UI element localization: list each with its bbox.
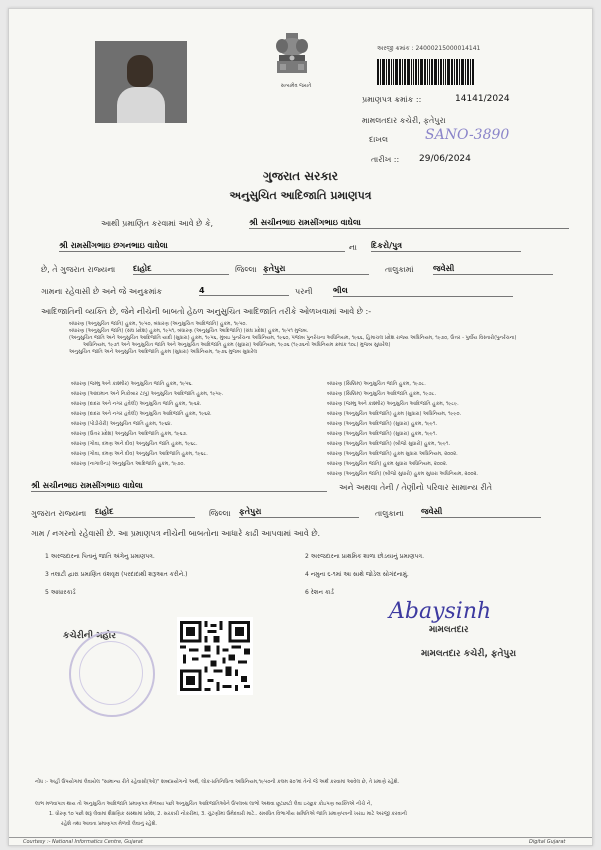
order-line: બંધારણ (અનુસુચિત જાતિ) (બીજો સુધારો) હુકમ સુધારા અધિનિયમ, ૨૦૦૨. (327, 471, 479, 477)
order-line: બંધારણ (સિક્કિમ) અનુસુચિત જાતિ હુકમ, ૧૯૭૮. (327, 381, 426, 387)
application-number: અરજી ક્રમાંક : 24000215000014141 (377, 45, 481, 52)
footer-note-2: લાભ મળવાપાત્ર થાય તો અનુસુચિત આદિજાતિ પ્રમાણપત્ર મેળવ્યા પછી અનુસુચિત આદિજાતિઓને ઉપલબ્ધ લાભો અથવા છૂટછાટો લેવા ઇચ્છુક કોઇપણ વ્યક્તિએ નીચે ને, (35, 801, 373, 807)
certificate-page (8, 8, 593, 846)
certificate-title: અનુસુચિત આદિજાતિ પ્રમાણપત્ર (229, 189, 372, 202)
digital-gujarat: Digital Gujarat (529, 839, 566, 845)
residence-family-text: અને અથવા તેની / તેણીનો પરિવાર સામાન્ય રીતે (339, 483, 493, 492)
order-line: બંધારણ (જમ્મુ અને કાશ્મીર) અનુસુચિત આદિજાતિ હુકમ, ૧૯૮૯. (327, 401, 459, 407)
basis-item: 6 રેશન કાર્ડ (305, 589, 334, 596)
footer-note-1: નોંધ :- અહીં ઉપયોગમાં લેવાયેલ "સામાન્ય રીતે રહેવાસી(ઓ)" શબ્દપ્રયોગનો અર્થ, લોક-પ્રતિનિધિત્વ અધિનિયમ,૧૯૫૦ની કલમ ૨૦'માં તેનો જે અર્થ કરવામાં આવેલ છે, તે પ્રમાણે રહેશે. (35, 779, 400, 785)
orders-right-list (327, 379, 577, 479)
residence-name: શ્રી સચીનભાઇ રામસીંગભાઇ વાઘેલા (31, 481, 327, 492)
residence-subdistrict: ફતેપુરા (239, 507, 359, 518)
tribe-name: ભીલ (333, 286, 513, 297)
order-line: બંધારણ (નાગાલેન્ડ) અનુસુચિત આદિજાતિ હુકમ, ૧૯૭૦. (71, 461, 185, 467)
residence-taluka-label: તાલુકાના (375, 509, 404, 518)
order-line: બંધારણ (પોંડીચેરી) અનુસુચિત જાતિ હુકમ, ૧૯૬૪. (71, 421, 172, 427)
barcode (377, 59, 497, 85)
state-title: ગુજરાત સરકાર (263, 169, 338, 183)
applicant-name: શ્રી સચીનભાઇ રામસીંગભાઇ વાઘેલા (249, 218, 569, 229)
subdistrict-name: ફતેપુરા (263, 264, 369, 275)
serial-label: ગામના રહેવાસી છે અને જે અનુક્રમાંક (41, 287, 163, 296)
district-label: જિલ્લા (235, 265, 257, 274)
residence-taluka: જવેસી (421, 507, 541, 518)
order-line: અધિનિયમ, ૧૯૭૧ અને અનુસુચિત જાતિ અને અનુસુચિત આદિજાતિ હુકમ (સુધારા) અધિનિયમ, ૧૯૭૬ (૧૯૭૬નો અધિનિયમ ક્રમાંક ૧૦૮) મુજબ સુધારેલ) (83, 342, 391, 348)
qr-code (177, 617, 253, 695)
signatory-office: મામલતદાર કચેરી, ફતેપુરા (421, 649, 517, 659)
state-line-label: છે, તે ગુજરાત રાજ્યના (41, 265, 116, 274)
district-name: દાહોદ (133, 264, 229, 275)
applicant-photo (95, 41, 187, 123)
cert-no: 14141/2024 (455, 94, 510, 104)
order-line: બંધારણ (અનુસુચિત આદિજાતિ) (બીજો સુધારો) હુકમ, ૧૯૯૧. (327, 441, 451, 447)
order-line: બંધારણ (અનુસુચિત જાતિ) હુકમ સુધારા અધિનિયમ, ૨૦૦૨. (327, 461, 448, 467)
order-line: બંધારણ (અનુસુચિત આદિજાતિ) (સુધારા) હુકમ, ૧૯૯૧. (327, 421, 438, 427)
orders-left-list (71, 379, 311, 469)
tribe-label: પરની (295, 287, 313, 296)
order-line: બંધારણ (આંદામાન અને નિકોબાર ટાપુ) અનુસુચિત આદિજાતિ હુકમ, ૧૯૫૯. (71, 391, 224, 397)
residence-state-label: ગુજરાત રાજ્યના (31, 509, 87, 518)
order-line: બંધારણ (જમ્મુ અને કાશ્મીર) અનુસુચિત જાતિ હુકમ, ૧૯૫૬. (71, 381, 193, 387)
serial-number: 4 (199, 286, 289, 296)
intro-text: આથી પ્રમાણિત કરવામાં આવે છે કે, (101, 219, 214, 228)
national-emblem-icon (271, 31, 313, 89)
basis-item: 1 અરજદારના પિતાનું જાતિ અંગેનુ પ્રમાણપત્ર. (45, 553, 155, 560)
order-line: બંધારણ (અનુસુચિત આદિજાતિ) હુકમ (સુધારા) અધિનિયમ, ૧૯૯૦. (327, 411, 462, 417)
office-seal-inner (79, 641, 143, 705)
relation: દિકરો/પુત્ર (371, 241, 521, 252)
order-line: (અનુસુચિત જાતિ અને અનુસુચિત આદિજાતિ યાદી (સુધારા) હુકમ, ૧૯૫૬, મુંબઇ પુનર્રચના અધિનિયમ, ૧૯૬૦, પંજાબ પુનર્રચના અધિનિયમ, ૧૯૬૬, હિમાચલ પ્રદેશ રાજ્ય અધિનિયમ, ૧૯૭૦, ઉત્તર - પુર્વીય વિસ્તારો(પુનર્રચના) (69, 335, 517, 341)
basis-item: 2 અરજદારના પ્રાથમિક શાળા છોડયાનું પ્રમાણપત્ર. (305, 553, 424, 560)
courtesy: Courtesy :- National Informatics Centre, Gujarat (23, 839, 143, 845)
signature: Abaysinh (389, 599, 492, 624)
issue-date: 29/06/2024 (419, 154, 471, 164)
residence-district: દાહોદ (95, 507, 195, 518)
signatory-title: મામલતદાર (429, 625, 469, 635)
order-line: બંધારણ (ગોવા, દમણ અને દીવ) અનુસુચિત આદિજાતિ હુકમ, ૧૯૬૮. (71, 451, 208, 457)
order-line: બંધારણ (દાદરા અને નગર હવેલી) અનુસુચિત આદિજાતિ હુકમ, ૧૯૬૨. (71, 411, 212, 417)
order-line: બંધારણ (ગોવા, દમણ અને દીવ) અનુસુચિત જાતિ હુકમ, ૧૯૬૮. (71, 441, 198, 447)
order-line: બંધારણ (અનુસુચિત આદિજાતિ) હુકમ સુધારા અધિનિયમ, ૨૦૦૨. (327, 451, 458, 457)
residence-statement: ગામ / નગરનો રહેવાસી છે. આ પ્રમાણપત્ર નીચેની બાબતોના આધારે કાઢી આપવામાં આવે છે. (31, 529, 321, 538)
office-seal-label: કચેરીની મહોર (63, 631, 116, 641)
orders-top-list (69, 321, 569, 356)
basis-item: 5 આધારકાર્ડ (45, 589, 76, 596)
basis-item: 3 તલાટી દ્વારા પ્રમાણિત વંશવૃક્ષ (પરદાદાથી શરૂઆત કરીને.) (45, 571, 188, 578)
cert-no-label: પ્રમાણપત્ર ક્રમાંક :: (362, 95, 422, 104)
father-name: શ્રી રામસીંગભાઇ છગનભાઇ વાઘેલા (59, 241, 345, 252)
office-name: મામલતદાર કચેરી, ફતેપુરા (362, 116, 446, 125)
order-line: બંધારણ (સિક્કિમ) અનુસુચિત આદિજાતિ હુકમ, ૧૯૭૮. (327, 391, 437, 397)
order-line: બંધારણ (અનુસુચિત જાતિ) હુકમ, ૧૯૫૦, બંધારણ (અનુસુચિત આદિજાતિ) હુકમ, ૧૯૫૦. (69, 321, 248, 327)
footer-note-4: રહેશે તથા આવતા પ્રમાણપત્ર મેળવી લેવાનું રહેશે. (61, 821, 158, 827)
na-label: ના (349, 243, 357, 252)
emblem-caption: સત્યમેવ જયતે (280, 83, 312, 89)
order-line: અનુસુચિત જાતિ અને અનુસુચિત આદિજાતિ હુકમ (સુધારા) અધિનિયમ, ૧૯૭૬ મુજબ સુધારેલ (69, 349, 258, 355)
order-line: બંધારણ (અનુસુચિત જાતિ) (સંઘ પ્રદેશ) હુકમ, ૧૯૫૧, બંધારણ (અનુસુચિત આદિજાતિ) (સંઘ પ્રદેશ) હુકમ, ૧૯૫૧ મુજબ. (69, 328, 309, 334)
register-label: દાખલ (369, 135, 389, 144)
footer-note-3: 1. ધોરણ ૧૦ પછી શરૂ લેવામાં શૈક્ષણિક સંસ્થામાં પ્રવેશ, 2. સરકારી નોકરીમાં, 3. ચુંટણીમાં ઉમેદવારી માટે.. સંબંધિત વિભાગીય સમિતિએ જાતિ પ્રમાણપત્રની ખરાઇ માટે અરજી કરવાની (49, 811, 407, 817)
register-stamp: SANO-3890 (425, 127, 510, 143)
order-line: બંધારણ (ઉત્તર પ્રદેશ) અનુસુચિત આદિજાતિ હુકમ, ૧૯૬૭. (71, 431, 188, 437)
order-line: બંધારણ (દાદરા અને નગર હવેલી) અનુસુચિત જાતિ હુકમ, ૧૯૬૨. (71, 401, 202, 407)
taluka-label: તાલુકામાં (385, 265, 414, 274)
basis-item: 4 નમુના ૬-૧માં આ સાથે જોડેલ સોગંદનામું. (305, 571, 409, 578)
tribe-statement: આદિજાતિની વ્યક્તિ છે, જેને નીચેની બાબતો હેઠળ અનુસુચિત આદિજાતિ તરીકે ઓળખવામાં આવે છે :- (41, 307, 372, 316)
order-line: બંધારણ (અનુસુચિત આદિજાતિ) (સુધારા) હુકમ, ૧૯૯૧. (327, 431, 438, 437)
date-label: તારીખ :: (371, 155, 400, 164)
taluka-name: જવેસી (433, 264, 553, 275)
residence-district-label: જિલ્લા (209, 509, 231, 518)
